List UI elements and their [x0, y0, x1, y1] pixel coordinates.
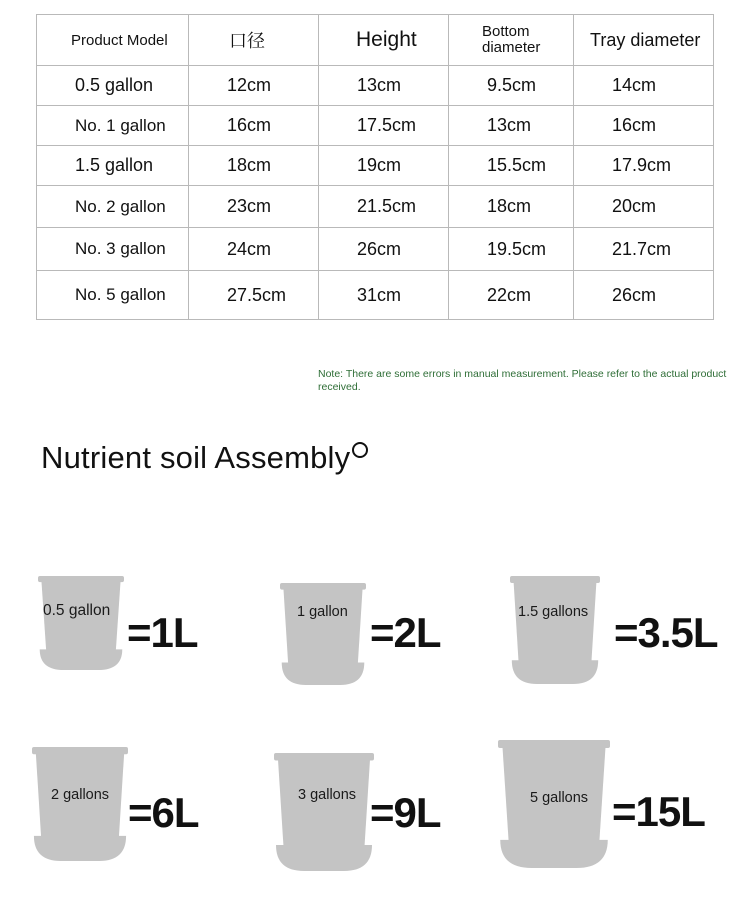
table-cell: 1.5 gallon — [75, 155, 154, 175]
header-bottom-diameter: Bottom diameter — [482, 23, 541, 56]
flower-pot-icon — [38, 576, 128, 672]
pot-item-1-gallon — [280, 583, 480, 683]
table-cell: 0.5 gallon — [75, 75, 154, 95]
flower-pot-icon — [510, 576, 602, 686]
measurement-note: Note: There are some errors in manual measurement. Please refer to the actual product received. — [318, 368, 727, 393]
table-row — [37, 146, 714, 186]
pot-item-5-gallons — [498, 740, 718, 870]
pot-rim — [510, 576, 600, 583]
table-cell: 13cm — [357, 75, 402, 95]
table-cell: No. 1 gallon — [75, 115, 166, 135]
header-caliber: 口径 — [229, 31, 265, 51]
header-product-model: Product Model — [71, 31, 168, 49]
pot-label: 0.5 gallon — [43, 602, 111, 619]
header-tray-diameter: Tray diameter — [590, 29, 701, 50]
table-cell: 17.5cm — [357, 115, 417, 135]
pot-item-2-gallons — [32, 747, 232, 867]
table-cell: 9.5cm — [487, 75, 537, 95]
pot-label: 5 gallons — [530, 790, 589, 806]
pot-rim — [280, 583, 366, 590]
table-cell: 26cm — [357, 238, 402, 259]
table-cell: 19.5cm — [487, 238, 547, 259]
table-cell: 16cm — [227, 115, 272, 135]
pot-rim — [498, 740, 610, 748]
table-cell: 22cm — [487, 284, 532, 305]
table-row — [37, 228, 714, 271]
flower-pot-icon — [274, 753, 376, 873]
table-cell: 23cm — [227, 196, 272, 216]
size-table — [36, 14, 714, 320]
table-cell: 31cm — [357, 284, 402, 305]
pot-rim — [32, 747, 128, 754]
table-row — [37, 271, 714, 320]
table-cell: 21.7cm — [612, 238, 672, 259]
section-title-text: Nutrient soil Assembly — [41, 440, 351, 475]
table-cell: 18cm — [487, 196, 532, 216]
table-cell: 12cm — [227, 75, 272, 95]
table-cell: No. 2 gallon — [75, 196, 166, 216]
degree-mark — [352, 442, 368, 458]
table-cell: 15.5cm — [487, 155, 547, 175]
volume-label: =15L — [612, 788, 705, 835]
volume-label: =1L — [127, 609, 198, 656]
flower-pot-icon — [32, 747, 130, 863]
table-cell: 21.5cm — [357, 196, 417, 216]
pot-body — [283, 589, 362, 671]
pot-label: 1.5 gallons — [518, 604, 589, 620]
table-row — [37, 186, 714, 228]
table-cell: 24cm — [227, 238, 272, 259]
volume-label: =9L — [370, 789, 441, 836]
table-cell: 16cm — [612, 115, 657, 135]
table-cell: 19cm — [357, 155, 402, 175]
pot-label: 3 gallons — [298, 787, 357, 803]
volume-label: =6L — [128, 789, 199, 836]
section-title — [41, 440, 368, 476]
pot-label: 2 gallons — [51, 787, 110, 803]
pot-rim — [38, 576, 124, 582]
table-cell: 13cm — [487, 115, 532, 135]
table-row — [37, 106, 714, 146]
table-row — [37, 66, 714, 106]
pot-item-3-gallons — [274, 753, 474, 873]
pot-body — [278, 759, 370, 854]
table-cell: 20cm — [612, 196, 657, 216]
pot-rim — [274, 753, 374, 760]
pot-item-1.5-gallons — [510, 576, 730, 686]
table-cell: No. 3 gallon — [75, 239, 166, 258]
table-header-row — [37, 15, 714, 66]
table-cell: 14cm — [612, 75, 657, 95]
pot-item-0.5-gallon — [38, 576, 238, 676]
table-cell: 27.5cm — [227, 284, 287, 305]
volume-label: =3.5L — [614, 609, 718, 656]
table-cell: 17.9cm — [612, 155, 672, 175]
table-cell: 26cm — [612, 284, 657, 305]
pot-label: 1 gallon — [297, 604, 348, 620]
header-height: Height — [356, 28, 417, 51]
volume-label: =2L — [370, 609, 441, 656]
table-cell: 18cm — [227, 155, 272, 175]
pot-body — [514, 582, 597, 669]
table-cell: No. 5 gallon — [75, 285, 166, 304]
flower-pot-icon — [280, 583, 370, 687]
